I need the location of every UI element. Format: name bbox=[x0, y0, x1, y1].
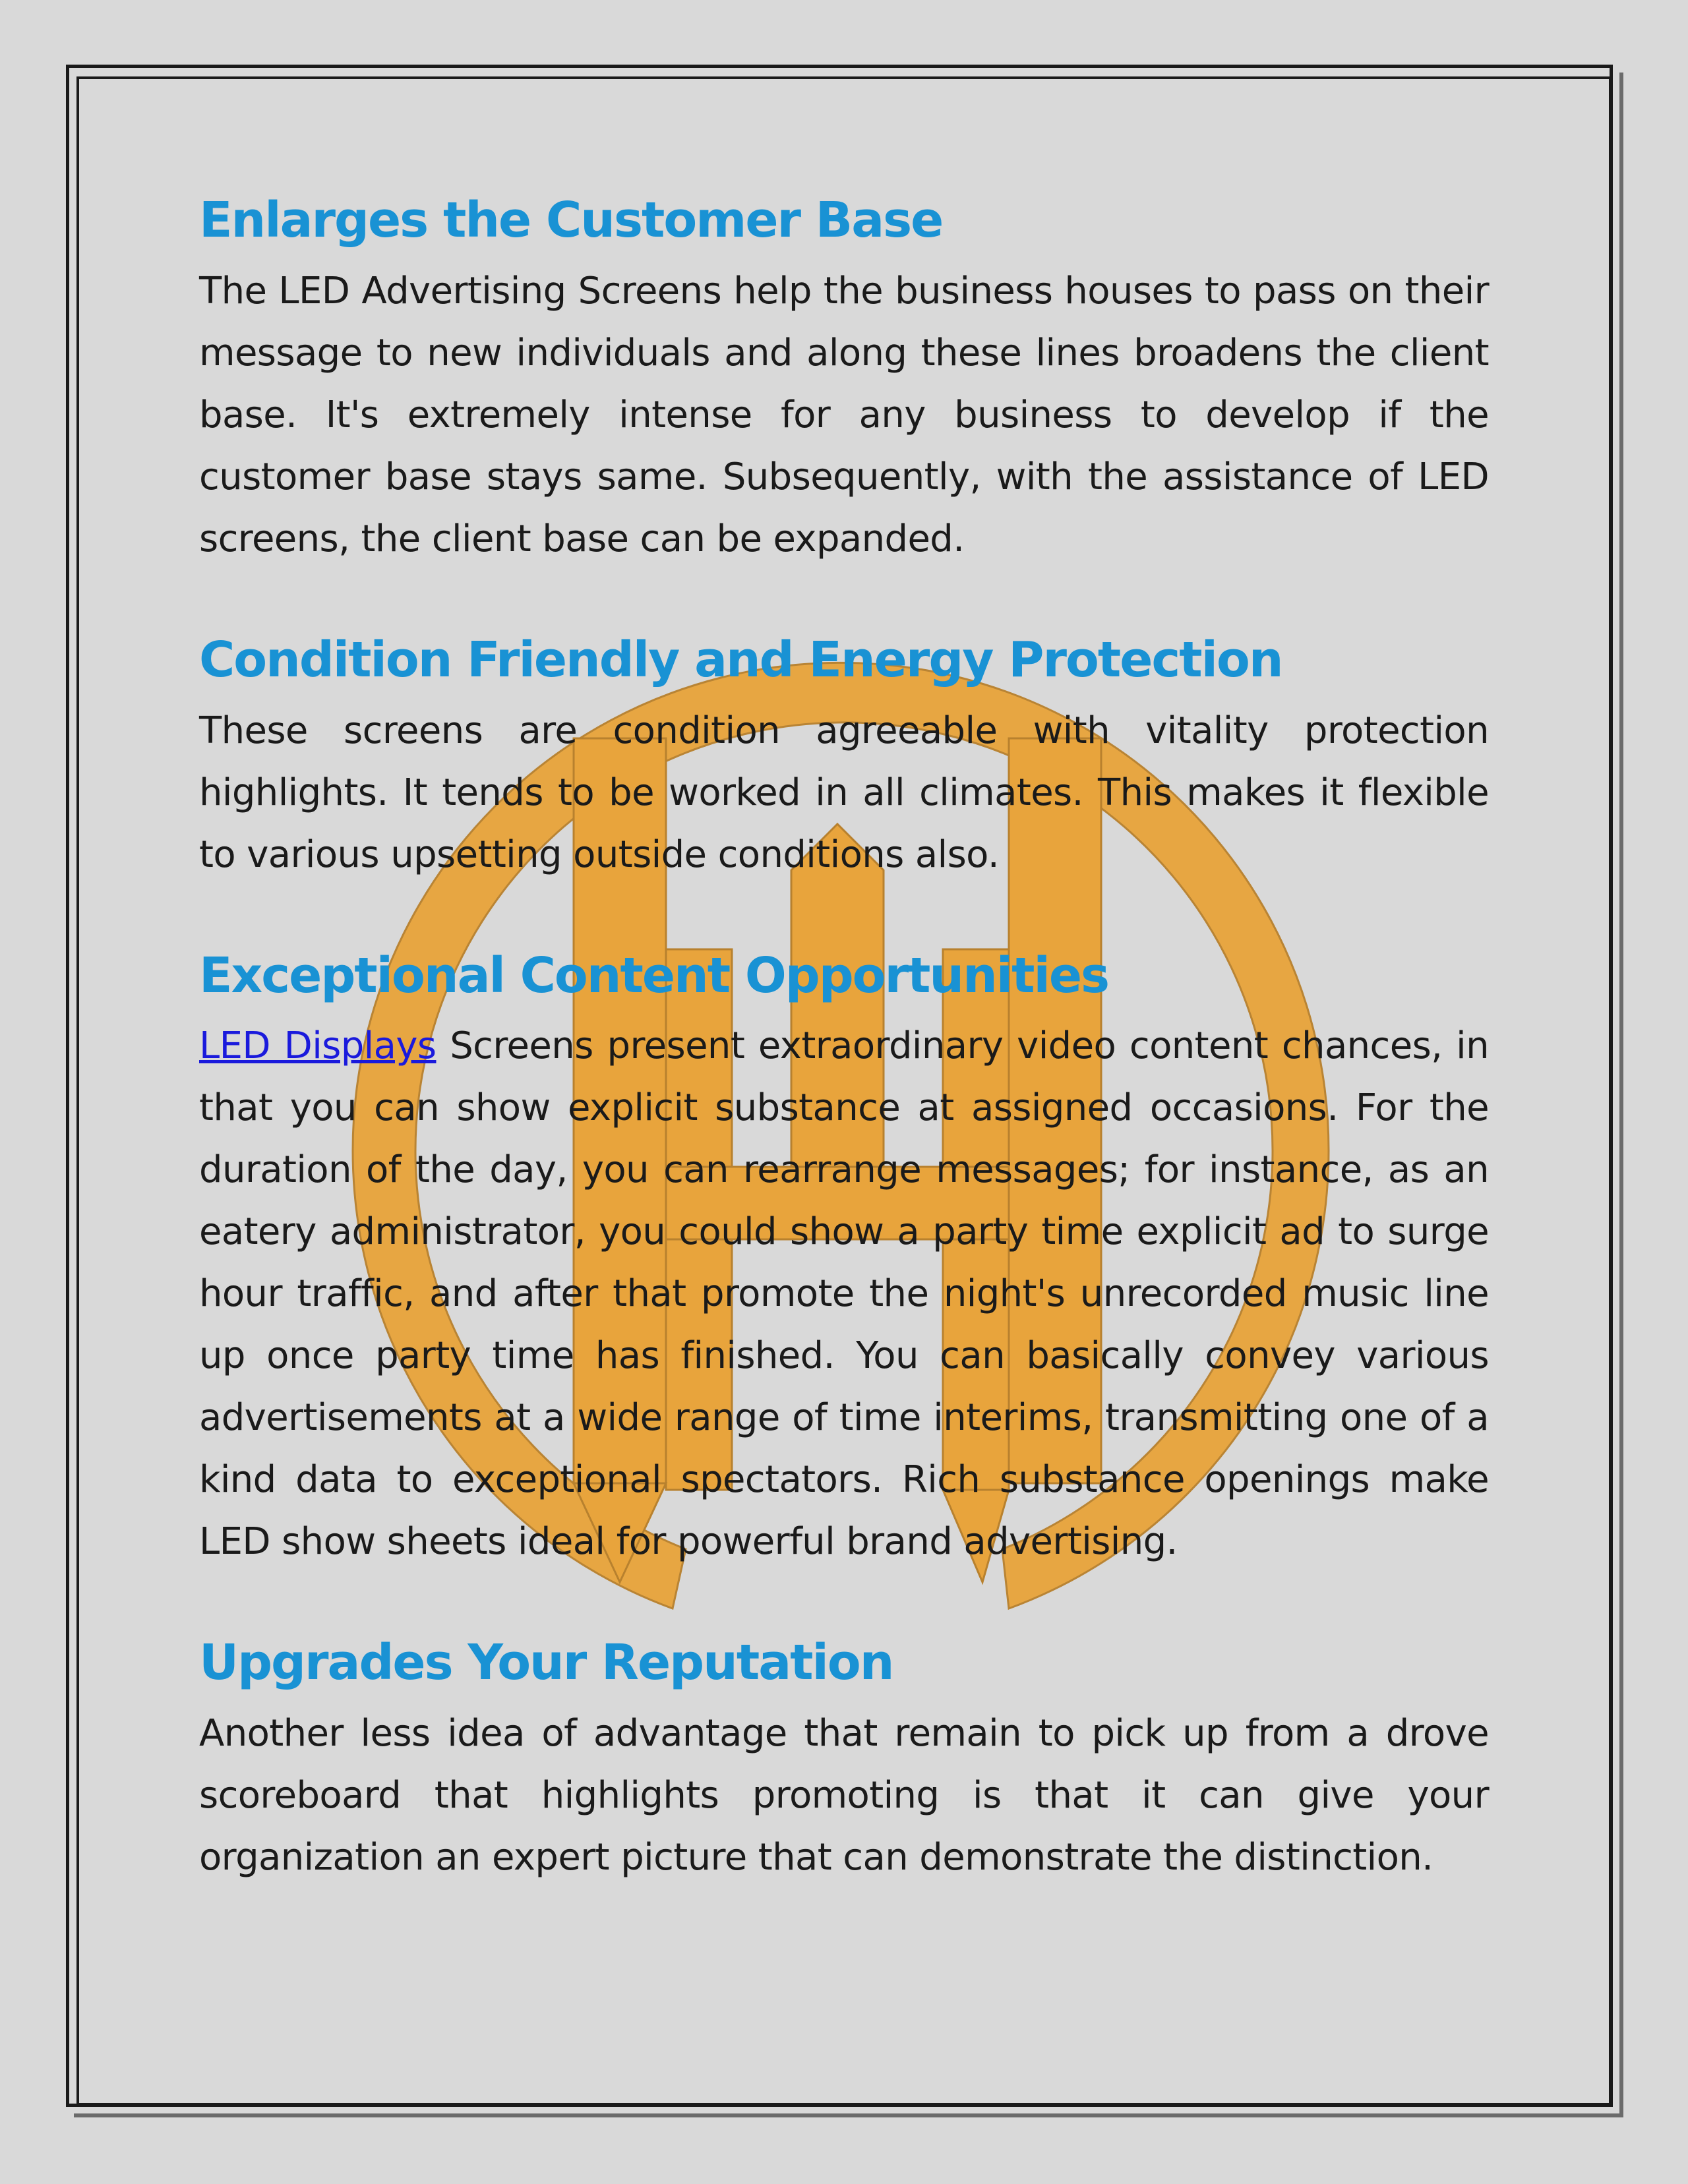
section-heading: Enlarges the Customer Base bbox=[199, 192, 943, 249]
section-customer-base bbox=[199, 191, 1489, 570]
section-content-opportunities bbox=[199, 947, 1489, 1574]
section-paragraph: The LED Advertising Screens help the business houses to pass on their message to new individuals and along these lines broadens the client base. It's extremely intense for any business to develop if the customer base stays same. Subsequently, with the assistance of LED screens, the client base can be expanded. bbox=[199, 269, 1489, 560]
section-paragraph bbox=[199, 1015, 1489, 1573]
led-displays-link[interactable]: LED Displays bbox=[199, 1024, 437, 1068]
section-energy-protection bbox=[199, 631, 1489, 886]
section-heading: Condition Friendly and Energy Protection bbox=[199, 631, 1282, 688]
section-paragraph: These screens are condition agreeable with vitality protection highlights. It tends to be worked in all climates. This makes it flexible to various upsetting outside conditions also. bbox=[199, 709, 1489, 876]
section-reputation bbox=[199, 1634, 1489, 1889]
section-heading: Upgrades Your Reputation bbox=[199, 1634, 893, 1692]
section-heading: Exceptional Content Opportunities bbox=[199, 947, 1109, 1004]
paragraph-text: Screens present extraordinary video content chances, in that you can show explicit substance at assigned occasions. For the duration of the day, you can rearrange messages; for instance, as an eatery administrator, you could show a party time explicit ad to surge hour traffic, and after that promote the night's unrecorded music line up once party time has finished. You can basically convey various advertisements at a wide range of time interims, transmitting one of a kind data to exceptional spectators. Rich substance openings make LED show sheets ideal for powerful brand advertising. bbox=[199, 1024, 1489, 1564]
document-body bbox=[199, 191, 1489, 1949]
section-paragraph: Another less idea of advantage that remain to pick up from a drove scoreboard that highlights promoting is that it can give your organization an expert picture that can demonstrate the distinction. bbox=[199, 1712, 1489, 1879]
